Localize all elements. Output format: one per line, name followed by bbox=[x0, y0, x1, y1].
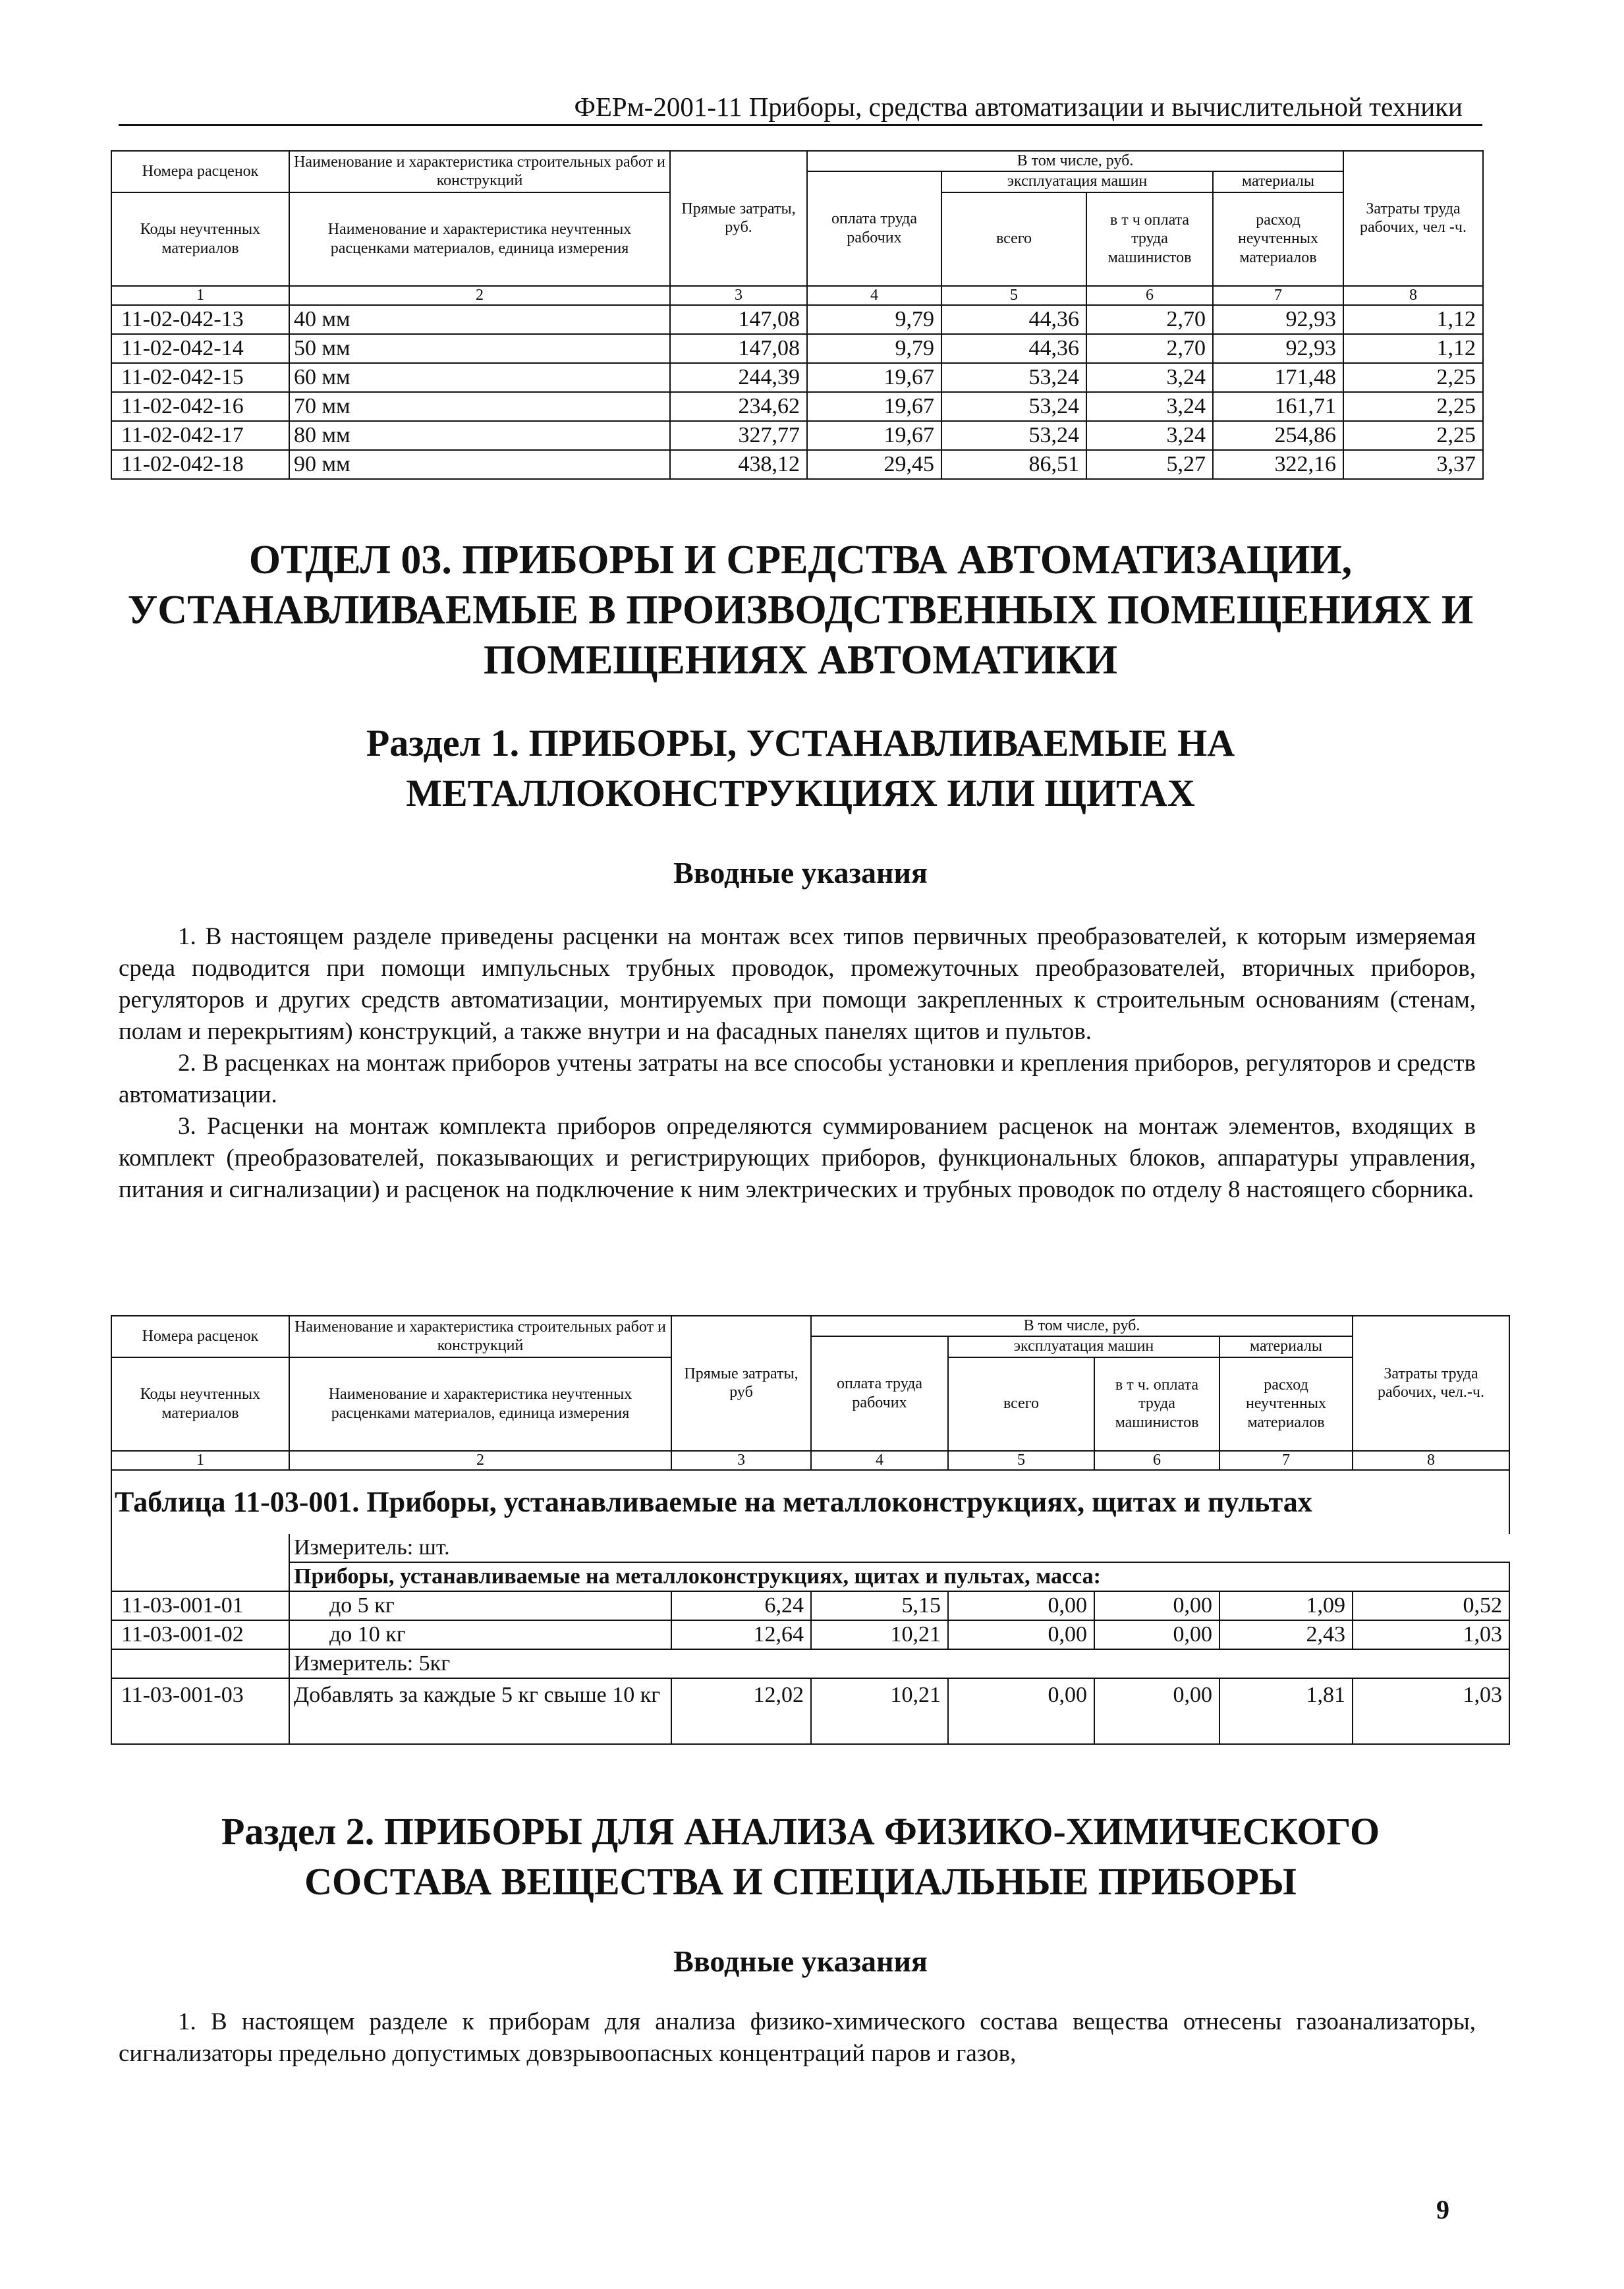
header-material-consumption: расход неучтенных материалов bbox=[1213, 192, 1343, 286]
header-machines-total: всего bbox=[941, 192, 1086, 286]
column-numbers-row: 1 2 3 4 5 6 7 8 bbox=[111, 286, 1483, 305]
table-row: 11-03-001-03 Добавлять за каждые 5 кг свыше 10 кг 12,02 10,21 0,00 0,00 1,81 1,03 bbox=[111, 1678, 1509, 1744]
part1-intro-text bbox=[119, 921, 1476, 1206]
unit-label: Измеритель: 5кг bbox=[289, 1649, 1509, 1678]
page-number: 9 bbox=[1436, 2195, 1449, 2224]
running-header: ФЕРм-2001-11 Приборы, средства автоматизации и вычислительной техники bbox=[574, 92, 1463, 122]
paragraph: 2. В расценках на монтаж приборов учтены затраты на все способы установки и крепления приборов, регуляторов и средств автоматизации. bbox=[119, 1050, 1476, 1108]
header-rule bbox=[119, 124, 1482, 126]
table-row: 11-02-042-13 40 мм 147,08 9,79 44,36 2,70 92,93 1,12 bbox=[111, 305, 1483, 334]
table-row: 11-02-042-17 80 мм 327,77 19,67 53,24 3,24 254,86 2,25 bbox=[111, 421, 1483, 450]
rates-table-2: Номера расценок Наименование и характеристика строительных работ и конструкций Прямые затраты, руб В том числе, руб. Затраты труда рабочих, чел.-ч. оплата труда рабочих эксплуатация машин материалы Коды неучтенных материалов Наименование и характеристика неучтенных расценками материалов, единица измерения всего в т ч. оплата труда машинистов расход неучтенных материалов 1 2 3 4 5 6 7 8 Таблица 11-03-001. Приборы, устанавливаемые на металлоконструкциях, щитах и пультах Измеритель: шт. Приборы, устанавливаемые на металлоконструкциях, щитах и пультах, масса: 11-03-001-01 до 5 кг 6,24 5,15 0,00 0,00 1,09 0,52 11-03-001-02 до 10 кг 12,64 10,21 0,00 0,00 2,43 1,03 Измеритель: 5кг 11-03-001-03 Добавлять за каждые 5 кг свыше 10 кг 12,02 10,21 0,00 0,00 1,81 1,03 bbox=[111, 1315, 1510, 1745]
rates-table-1 bbox=[111, 150, 1484, 480]
paragraph: 3. Расценки на монтаж комплекта приборов определяются суммированием расценок на монтаж элементов, входящих в комплект (преобразователей, показывающих и регистрирующих приборов, функциональных блоков, аппаратуры управления, питания и сигнализации) и расценок на подключение к ним электрических и трубных проводок по отделу 8 настоящего сборника. bbox=[119, 1113, 1476, 1203]
part2-intro-heading: Вводные указания bbox=[673, 1944, 928, 1978]
table-row: 11-03-001-02 до 10 кг 12,64 10,21 0,00 0,00 2,43 1,03 bbox=[111, 1620, 1509, 1649]
table-row: 11-02-042-18 90 мм 438,12 29,45 86,51 5,27 322,16 3,37 bbox=[111, 450, 1483, 479]
paragraph: 1. В настоящем разделе к приборам для анализа физико-химического состава вещества отнесены газоанализаторы, сигнализаторы предельно допустимых довзрывоопасных концентраций паров и газов, bbox=[119, 2008, 1476, 2067]
header-including: В том числе, руб. bbox=[807, 151, 1343, 171]
header-work-name: Наименование и характеристика строительных работ и конструкций bbox=[289, 151, 670, 192]
header-material-codes: Коды неучтенных материалов bbox=[111, 192, 289, 286]
part2-title: Раздел 2. ПРИБОРЫ ДЛЯ АНАЛИЗА ФИЗИКО-ХИМИЧЕСКОГО СОСТАВА ВЕЩЕСТВА И СПЕЦИАЛЬНЫЕ ПРИБОРЫ bbox=[221, 1810, 1380, 1903]
header-rate-numbers: Номера расценок bbox=[111, 151, 289, 192]
table-row: 11-02-042-14 50 мм 147,08 9,79 44,36 2,70 92,93 1,12 bbox=[111, 334, 1483, 363]
header-labor-hours: Затраты труда рабочих, чел -ч. bbox=[1343, 151, 1483, 286]
part1-title: Раздел 1. ПРИБОРЫ, УСТАНАВЛИВАЕМЫЕ НА МЕТАЛЛОКОНСТРУКЦИЯХ ИЛИ ЩИТАХ bbox=[366, 721, 1235, 814]
header-row bbox=[111, 151, 1483, 171]
table-row: 11-03-001-01 до 5 кг 6,24 5,15 0,00 0,00 1,09 0,52 bbox=[111, 1591, 1509, 1620]
section-title: ОТДЕЛ 03. ПРИБОРЫ И СРЕДСТВА АВТОМАТИЗАЦИИ, УСТАНАВЛИВАЕМЫЕ В ПРОИЗВОДСТВЕННЫХ ПОМЕЩЕНИЯХ И ПОМЕЩЕНИЯХ АВТОМАТИКИ bbox=[127, 538, 1474, 683]
header-labor-pay: оплата труда рабочих bbox=[807, 171, 941, 286]
table-title: Таблица 11-03-001. Приборы, устанавливаемые на металлоконструкциях, щитах и пультах bbox=[111, 1470, 1509, 1534]
paragraph: 1. В настоящем разделе приведены расценки на монтаж всех типов первичных преобразователей, к которым измеряемая среда подводится при помощи импульсных трубных проводок, промежуточных преобразователей, вторичных приборов, регуляторов и других средств автоматизации, монтируемых при помощи закрепленных к строительным основаниям (стенам, полам и перекрытиям) конструкций, а также внутри и на фасадных панелях щитов и пультов. bbox=[119, 923, 1476, 1045]
group-note: Приборы, устанавливаемые на металлоконструкциях, щитах и пультах, масса: bbox=[289, 1562, 1509, 1591]
header-direct-costs: Прямые затраты, руб. bbox=[670, 151, 807, 286]
part2-intro-text bbox=[119, 2006, 1476, 2070]
header-materials: материалы bbox=[1213, 171, 1343, 192]
part1-intro-heading: Вводные указания bbox=[673, 856, 928, 890]
table-row: 11-02-042-15 60 мм 244,39 19,67 53,24 3,24 171,48 2,25 bbox=[111, 363, 1483, 392]
header-machines: эксплуатация машин bbox=[941, 171, 1213, 192]
table-row: 11-02-042-16 70 мм 234,62 19,67 53,24 3,24 161,71 2,25 bbox=[111, 392, 1483, 421]
unit-label: Измеритель: шт. bbox=[294, 1535, 450, 1560]
header-material-names: Наименование и характеристика неучтенных расценками материалов, единица измерения bbox=[289, 192, 670, 286]
header-operators-pay: в т ч оплата труда машинистов bbox=[1086, 192, 1213, 286]
